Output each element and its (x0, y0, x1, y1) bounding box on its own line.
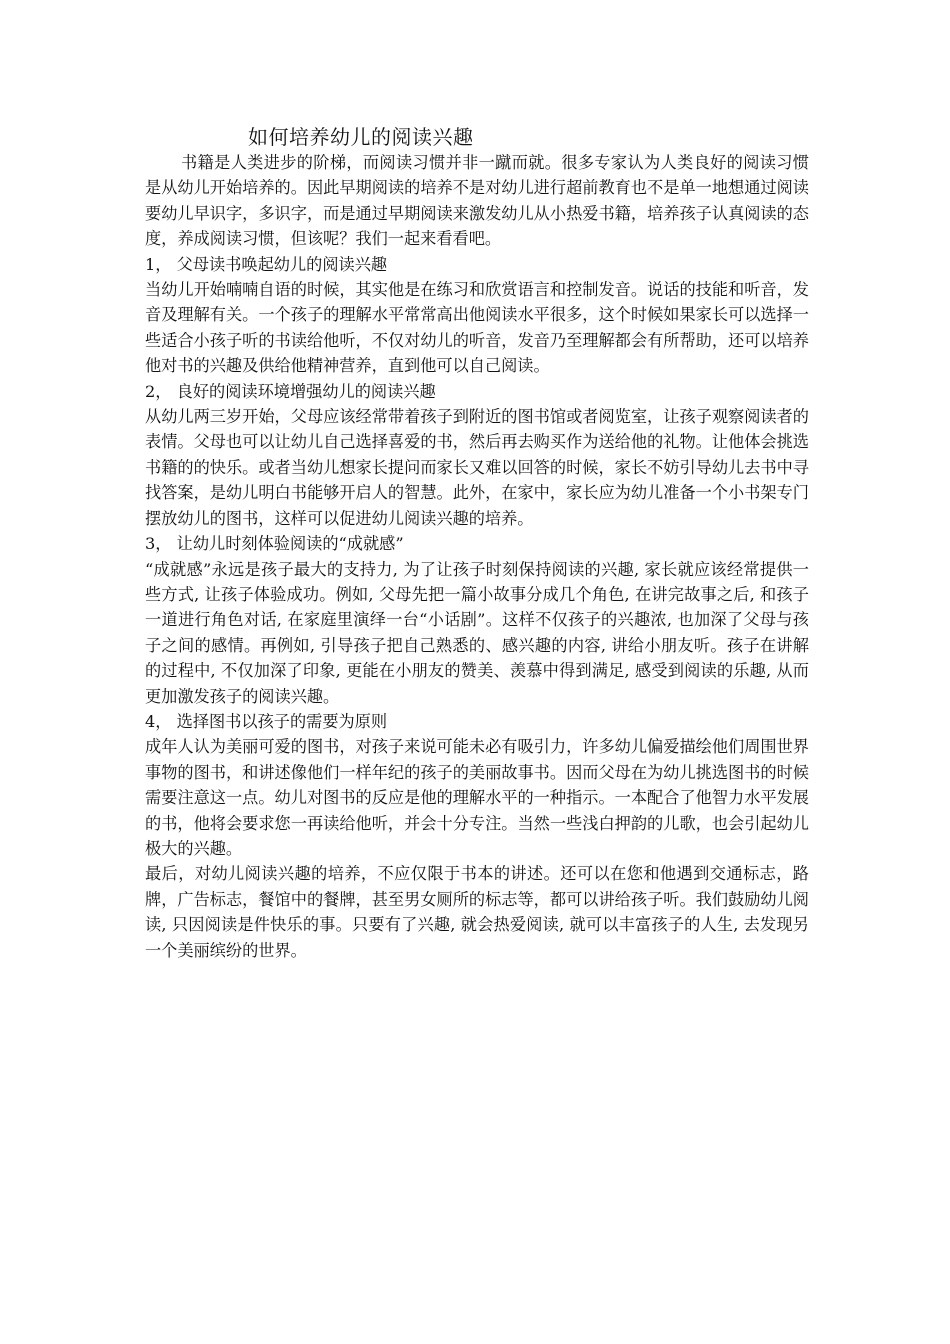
section-4-heading: 4， 选择图书以孩子的需要为原则 (145, 711, 388, 731)
section-1-heading: 1， 父母读书唤起幼儿的阅读兴趣 (145, 254, 388, 274)
document-body (145, 150, 809, 963)
section-2-heading: 2， 良好的阅读环境增强幼儿的阅读兴趣 (145, 381, 436, 401)
section-2-paragraph: 从幼儿两三岁开始，父母应该经常带着孩子到附近的图书馆或者阅览室，让孩子观察阅读者的表情。父母也可以让幼儿自己选择喜爱的书，然后再去购买作为送给他的礼物。让他体会挑选书籍的的快乐。或者当幼儿想家长提问而家长又难以回答的时候，家长不妨引导幼儿去书中寻找答案，是幼儿明白书能够开启人的智慧。此外，在家中，家长应为幼儿准备一个小书架专门摆放幼儿的图书，这样可以促进幼儿阅读兴趣的培养。 (145, 407, 809, 528)
document-title: 如何培养幼儿的阅读兴趣 (248, 125, 474, 149)
section-1-paragraph: 当幼儿开始喃喃自语的时候，其实他是在练习和欣赏语言和控制发音。说话的技能和听音，发音及理解有关。一个孩子的理解水平常常高出他阅读水平很多，这个时候如果家长可以选择一些适合小孩子听的书读给他听，不仅对幼儿的听音，发音乃至理解都会有所帮助，还可以培养他对书的兴趣及供给他精神营养，直到他可以自己阅读。 (145, 280, 809, 376)
intro-paragraph: 书籍是人类进步的阶梯，而阅读习惯并非一蹴而就。很多专家认为人类良好的阅读习惯是从幼儿开始培养的。因此早期阅读的培养不是对幼儿进行超前教育也不是单一地想通过阅读要幼儿早识字，多识字，而是通过早期阅读来激发幼儿从小热爱书籍，培养孩子认真阅读的态度，养成阅读习惯，但该呢？我们一起来看看吧。 (145, 153, 809, 249)
section-3-heading: 3， 让幼儿时刻体验阅读的“成就感” (145, 534, 404, 554)
section-4-paragraph: 成年人认为美丽可爱的图书，对孩子来说可能未必有吸引力，许多幼儿偏爱描绘他们周围世界事物的图书，和讲述像他们一样年纪的孩子的美丽故事书。因而父母在为幼儿挑选图书的时候需要注意这一点。幼儿对图书的反应是他的理解水平的一种指示。一本配合了他智力水平发展的书，他将会要求您一再读给他听，并会十分专注。当然一些浅白押韵的儿歌，也会引起幼儿极大的兴趣。 (145, 737, 809, 858)
section-3-paragraph: “成就感”永远是孩子最大的支持力, 为了让孩子时刻保持阅读的兴趣, 家长就应该经常提供一些方式, 让孩子体验成功。例如, 父母先把一篇小故事分成几个角色, 在讲完故事之后, 和孩子一道进行角色对话, 在家庭里演绎一台“小话剧”。这样不仅孩子的兴趣浓, 也加深了父母与孩子之间的感情。再例如, 引导孩子把自己熟悉的、感兴趣的内容, 讲给小朋友听。孩子在讲解的过程中, 不仅加深了印象, 更能在小朋友的赞美、羡慕中得到满足, 感受到阅读的乐趣, 从而更加激发孩子的阅读兴趣。 (145, 559, 809, 706)
conclusion-paragraph: 最后，对幼儿阅读兴趣的培养，不应仅限于书本的讲述。还可以在您和他遇到交通标志，路牌，广告标志，餐馆中的餐牌，甚至男女厕所的标志等，都可以讲给孩子听。我们鼓励幼儿阅读, 只因阅读是件快乐的事。只要有了兴趣, 就会热爱阅读, 就可以丰富孩子的人生, 去发现另一个美丽缤纷的世界。 (145, 864, 809, 960)
